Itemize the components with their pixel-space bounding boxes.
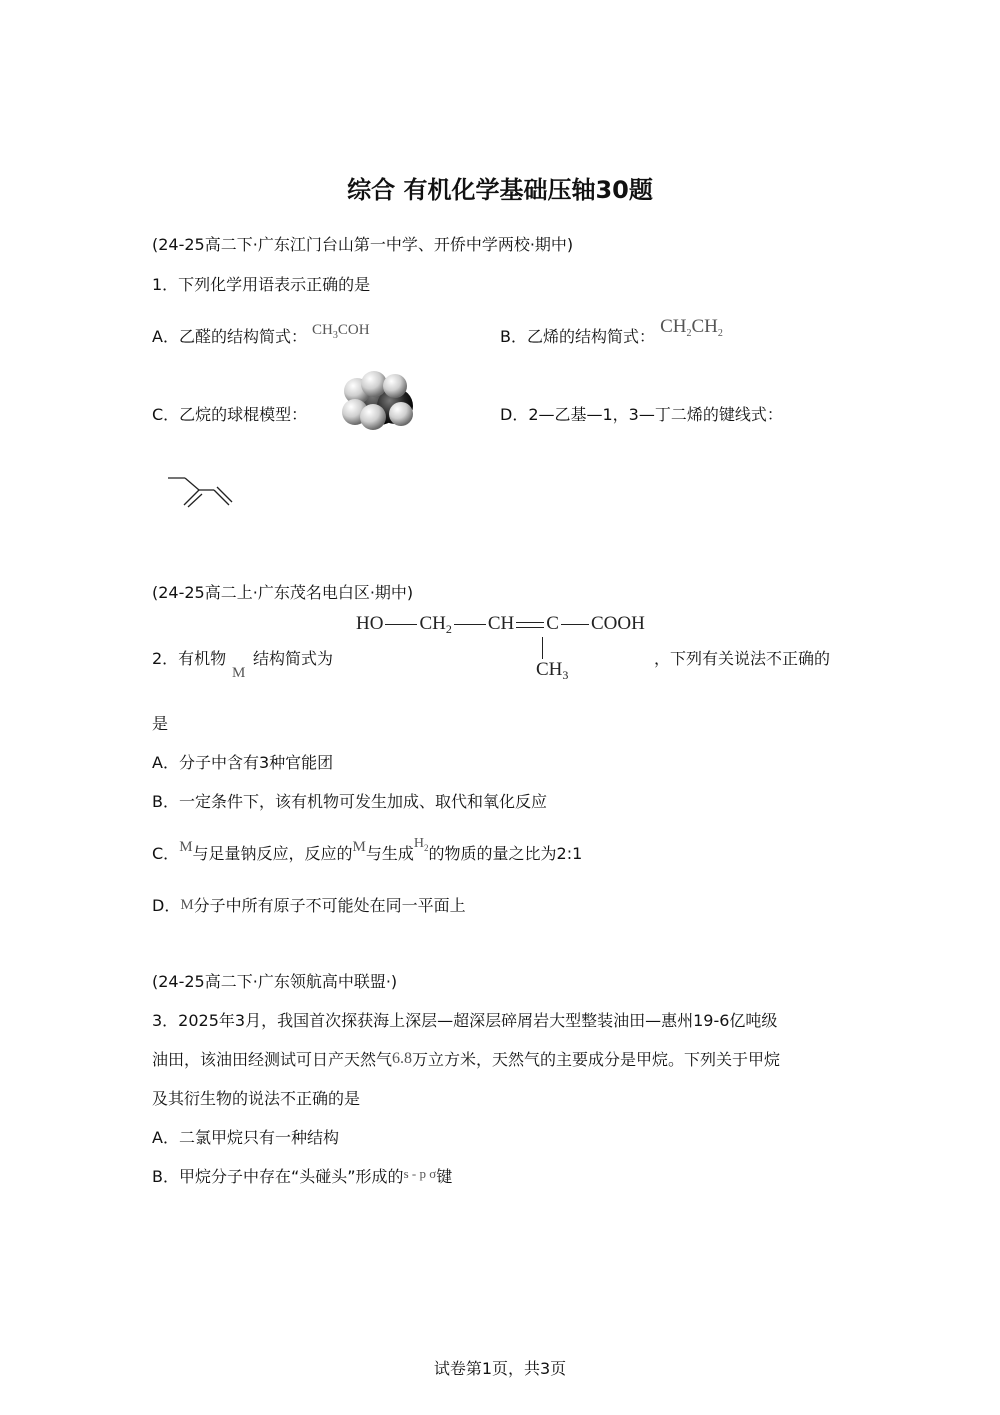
q1-option-d-label: D．2—乙基—1，3—丁二烯的键线式： [500,405,783,424]
q1-stem: 1．下列化学用语表示正确的是 [152,275,371,294]
q2-option-b: B．一定条件下，该有机物可发生加成、取代和氧化反应 [152,792,547,811]
q2-stem-middle: 结构简式为 [253,649,334,668]
q2-structural-formula: HO $CH_2$ CH C COOH [356,613,645,636]
q2-option-d: D．M分子中所有原子不可能处在同一平面上 [152,896,466,915]
q1-option-c-label: C．乙烷的球棍模型： [152,405,308,424]
q2-stem-end: ，下列有关说法不正确的 [654,649,831,668]
q2-struct-vertical-bond [542,637,543,659]
page-footer: 试卷第1页，共3页 [433,1359,567,1378]
ethane-model-image [335,370,417,432]
q1-option-a-formula: $CH_3COH$ [312,322,370,341]
q3-option-b: B．甲烷分子中存在“头碰头”形成的$^{s - p \sigma}$键 [152,1166,453,1186]
q3-stem-line-1: 3．2025年3月，我国首次探获海上深层—超深层碎屑岩大型整装油田—惠州19-6亿吨级 [152,1011,778,1030]
q2-option-a: A．分子中含有3种官能团 [152,753,334,772]
page-title: 综合 有机化学基础压轴30题 [347,176,653,204]
q2-stem-tail: 是 [152,714,169,733]
q2-stem-start: 2．有机物 [152,649,227,668]
butadiene-skeletal-formula [165,470,237,510]
q1-option-b [500,316,723,348]
q1-option-b-label: B．乙烯的结构简式： [500,327,655,346]
q2-source: (24-25高二上·广东茂名电白区·期中) [152,583,414,602]
q3-source: (24-25高二下·广东领航高中联盟·) [152,972,398,991]
q3-stem-line-3: 及其衍生物的说法不正确的是 [152,1089,361,1108]
q2-struct-methyl: $CH_3$ [536,659,569,682]
q1-option-b-formula: $CH_2CH_2$ [660,316,723,339]
q3-option-a: A．二氯甲烷只有一种结构 [152,1128,339,1147]
q1-option-a-label: A．乙醛的结构简式： [152,327,307,346]
q2-option-c: C．M与足量钠反应，反应的M与生成$H_2$的物质的量之比为2:1 [152,836,583,863]
q1-option-a [152,324,370,347]
q3-stem-line-2: 油田，该油田经测试可日产天然气6.8万立方米，天然气的主要成分是甲烷。下列关于甲烷 [152,1050,781,1069]
q2-stem-m: M [232,665,246,681]
q1-source: (24-25高二下·广东江门台山第一中学、开侨中学两校·期中) [152,235,574,254]
